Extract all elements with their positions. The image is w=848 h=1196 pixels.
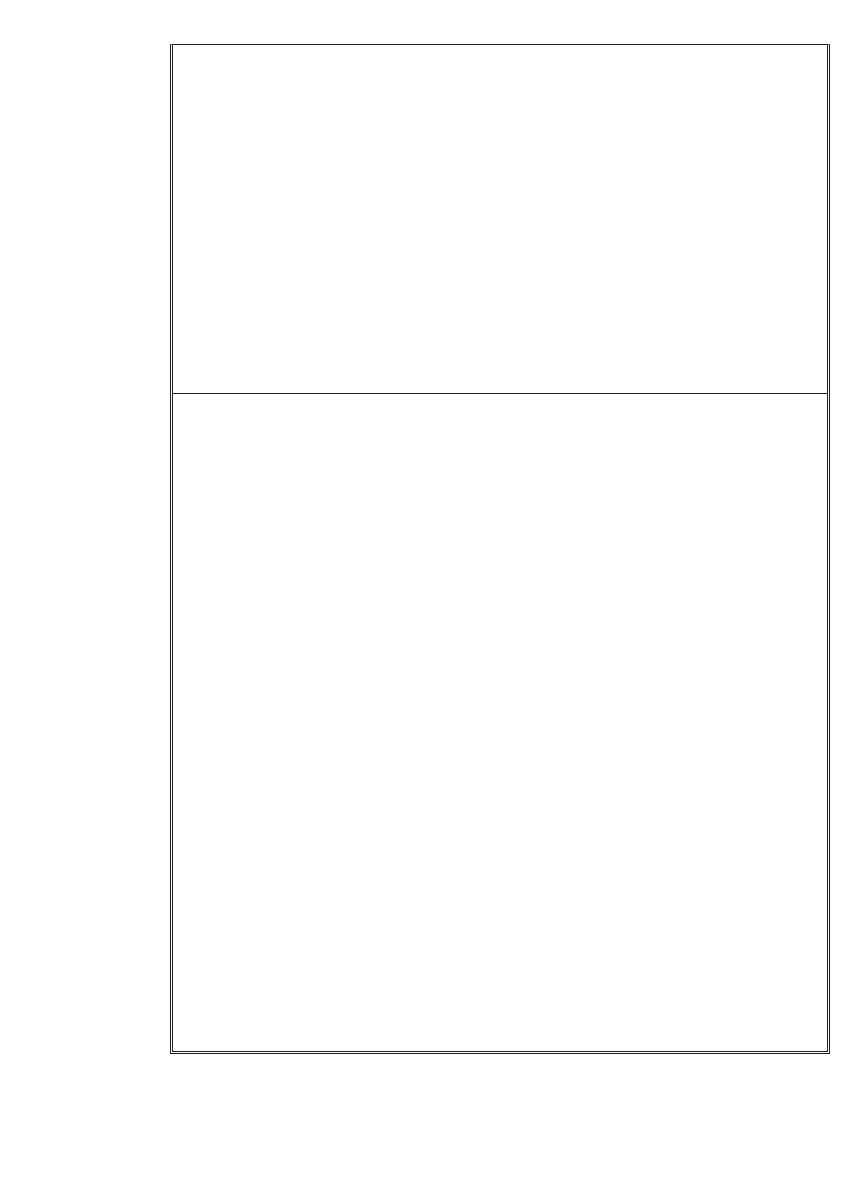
section-divider bbox=[173, 393, 827, 394]
main-text-frame bbox=[170, 44, 830, 1054]
